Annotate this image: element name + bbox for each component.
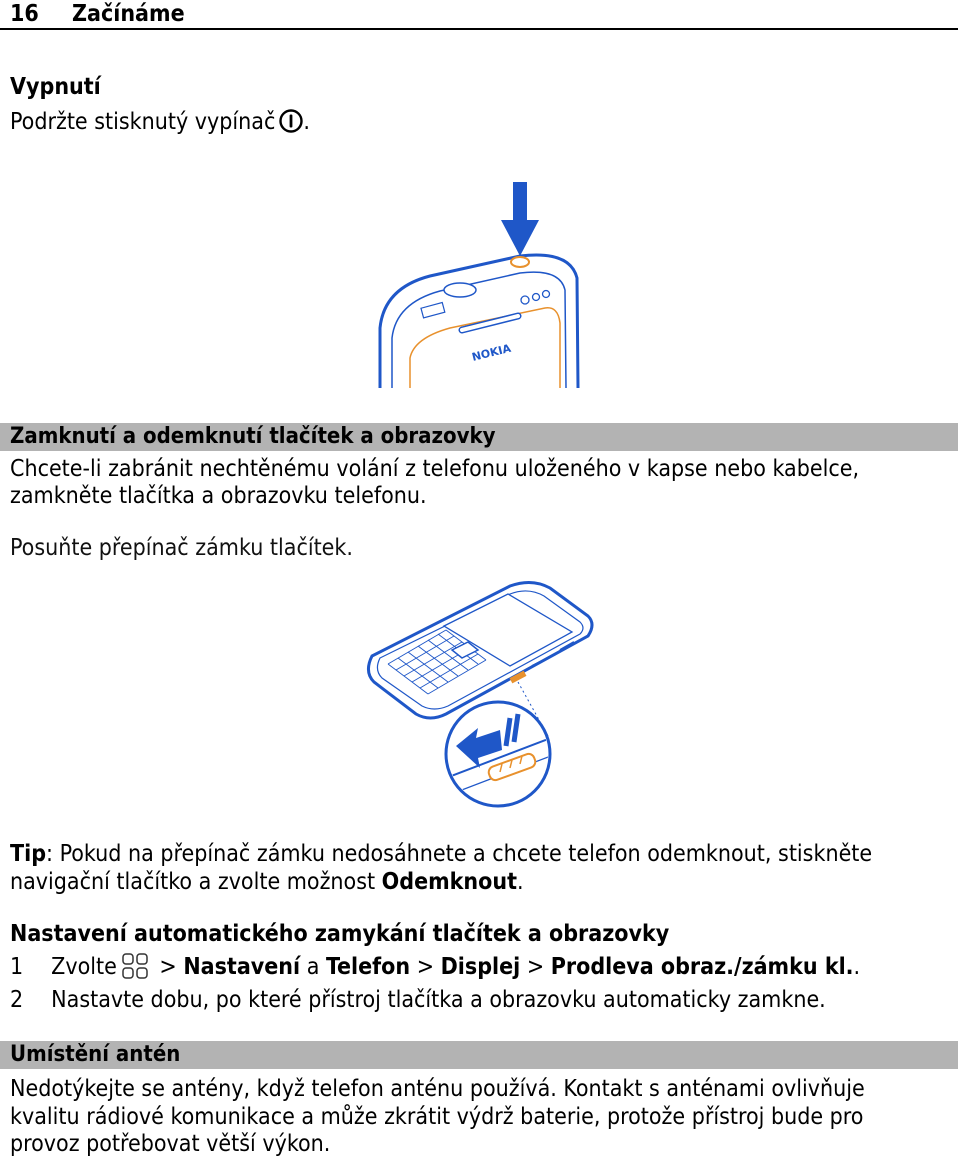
autolock-heading: Nastavení automatického zamykání tlačítek a obrazovky	[10, 921, 670, 947]
menu-icon	[121, 952, 149, 980]
press-arrow-icon	[501, 182, 539, 256]
power-off-text: Podržte stisknutý vypínač .	[10, 109, 310, 135]
lock-heading: Zamknutí a odemknutí tlačítek a obrazovky	[10, 424, 496, 449]
unlock-option: Odemknout	[381, 869, 518, 895]
power-icon	[279, 109, 303, 133]
antennas-line1: Nedotýkejte se antény, když telefon anténu používá. Kontakt s anténami ovlivňuje	[10, 1076, 865, 1102]
page-number: 16	[10, 1, 39, 27]
chapter-title: Začínáme	[72, 1, 185, 27]
lock-switch-illustration	[360, 578, 600, 818]
antennas-line2: kvalitu rádiové komunikace a může zkrátit výdrž baterie, protože přístroj bude pro	[10, 1104, 864, 1130]
tip-label: Tip	[10, 841, 47, 867]
antennas-heading: Umístění antén	[10, 1042, 181, 1067]
lock-instruction: Posuňte přepínač zámku tlačítek.	[10, 535, 353, 561]
power-off-heading: Vypnutí	[10, 74, 101, 100]
antennas-line3: provoz potřebovat větší výkon.	[10, 1131, 331, 1157]
lock-section-band	[0, 423, 958, 451]
tip-line2: navigační tlačítko a zvolte možnost Odemknout.	[10, 869, 524, 895]
autolock-step1: 1 Zvolte > Nastavení a Telefon > Displej > Prodleva obraz./zámku kl..	[10, 954, 861, 980]
lock-text-line1: Chcete-li zabránit nechtěnému volání z telefonu uloženého v kapse nebo kabelce,	[10, 456, 860, 482]
tip-line1: Tip: Pokud na přepínač zámku nedosáhnete a chcete telefon odemknout, stiskněte	[10, 841, 873, 867]
power-key-illustration	[370, 178, 590, 393]
page-header	[0, 0, 958, 30]
antennas-section-band	[0, 1041, 958, 1069]
lock-text-line2: zamkněte tlačítka a obrazovku telefonu.	[10, 483, 427, 509]
nokia-logo: NOKIA	[470, 341, 513, 364]
autolock-step2: 2 Nastavte dobu, po které přístroj tlačítka a obrazovku automaticky zamkne.	[10, 987, 826, 1013]
